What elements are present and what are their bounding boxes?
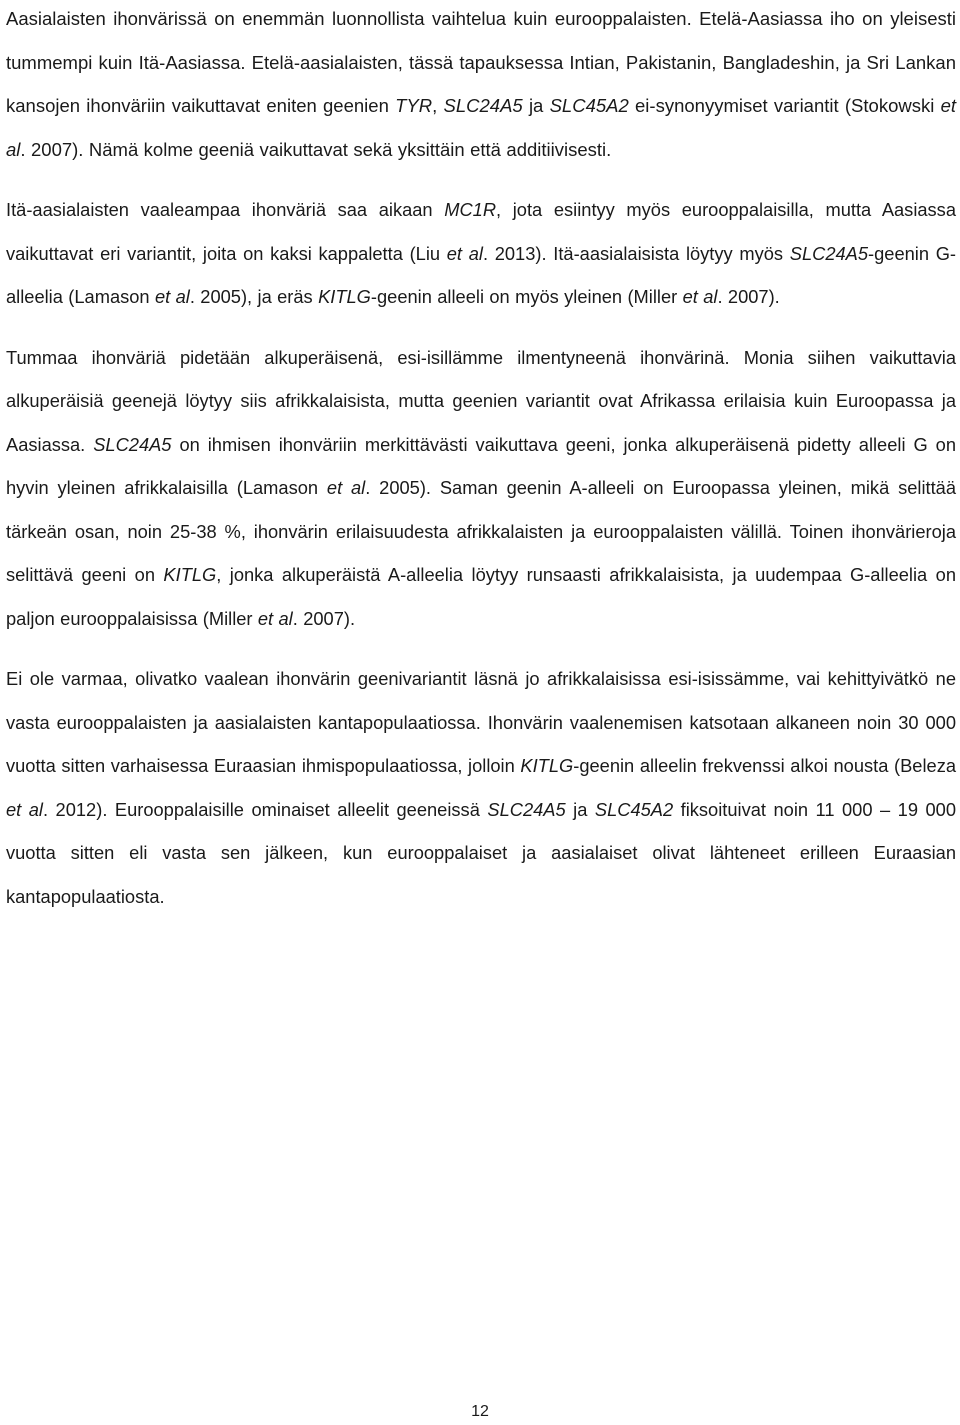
text-run: , xyxy=(432,95,444,117)
italic-term: et al xyxy=(326,477,366,499)
paragraph-light-skin-origin xyxy=(6,657,956,918)
text-run: , jonka alkuperäistä A-alleelia löytyy runsaasti afrikkalaisista, ja uudempaa G-alleelia on paljon eurooppalaisissa (Miller xyxy=(6,564,956,629)
text-run: -geenin alleelin frekvenssi alkoi nousta (Beleza xyxy=(573,755,957,777)
text-run: Itä-aasialaisten vaaleampaa ihonväriä saa aikaan xyxy=(6,199,445,221)
text-run: . 2007). xyxy=(717,286,780,308)
text-run: , jota esiintyy myös eurooppalaisilla, mutta Aasiassa vaikuttavat eri variantit, joita on kaksi kappaletta (Liu xyxy=(6,199,956,264)
italic-term: KITLG xyxy=(163,564,217,586)
page-number: 12 xyxy=(471,1403,489,1420)
italic-term: MC1R xyxy=(444,199,497,221)
text-run: Aasialaisten ihonvärissä on enemmän luonnollista vaihtelua kuin eurooppalaisten. Etelä-Aasiassa iho on yleisesti tummempi kuin Itä-Aasiassa. Etelä-aasialaisten, tässä tapauksessa Intian, Pakistanin, Bangladeshin, ja Sri Lankan kansojen ihonväriin vaikuttavat eniten geenien xyxy=(6,8,956,117)
text-run: fiksoituivat noin 11 000 – 19 000 vuotta sitten eli vasta sen jälkeen, kun eurooppalaiset ja aasialaiset olivat lähteneet erilleen Euraasian kantapopulaatiosta. xyxy=(6,798,957,907)
italic-term: et al xyxy=(446,242,483,264)
paragraph-asian-skin-variation xyxy=(6,0,956,171)
italic-term: SLC24A5 xyxy=(487,798,566,820)
italic-term: et al xyxy=(154,286,190,308)
text-run: . 2012). Eurooppalaisille ominaiset alleelit geeneissä xyxy=(42,798,488,820)
text-run: Ei ole varmaa, olivatko vaalean ihonvärin geenivariantit läsnä jo afrikkalaisissa esi-isissämme, vai kehittyivätkö ne vasta eurooppalaisten ja aasialaisten kantapopulaatiossa. Ihonvärin vaalenemisen katsotaan alkaneen noin 30 000 vuotta sitten varhaisessa Euraasian ihmispopulaatiossa, jolloin xyxy=(6,668,956,777)
text-run: on ihmisen ihonväriin merkittävästi vaikuttava geeni, jonka alkuperäisenä pidetty alleeli G on hyvin yleinen afrikkalaisilla (Lamason xyxy=(6,433,956,499)
italic-term: et al xyxy=(682,286,718,308)
text-run: . 2007). xyxy=(292,607,356,629)
paragraph-east-asian-variants xyxy=(6,188,956,319)
italic-term: et al xyxy=(6,798,43,820)
italic-term: SLC24A5 xyxy=(789,242,869,264)
italic-term: TYR xyxy=(395,95,433,117)
text-run: . 2005). Saman geenin A-alleeli on Euroopassa yleinen, mikä selittää tärkeän osan, noin 25-38 %, ihonvärin erilaisuudesta afrikkalaisten ja eurooppalaisten välillä. Toinen ihonvärieroja selittävä geeni on xyxy=(6,477,957,586)
italic-term: KITLG xyxy=(520,755,574,777)
italic-term: KITLG xyxy=(318,286,371,308)
text-run: . 2005), ja eräs xyxy=(189,286,319,308)
italic-term: SLC45A2 xyxy=(549,95,629,117)
paragraph-african-ancestral-genes xyxy=(6,336,956,641)
italic-term: SLC45A2 xyxy=(594,798,674,820)
text-run: ja xyxy=(522,95,550,117)
italic-term: et al xyxy=(257,607,293,629)
text-run: Tummaa ihonväriä pidetään alkuperäisenä, esi-isillämme ilmentyneenä ihonvärinä. Monia siihen vaikuttavia alkuperäisiä geenejä löytyy siis afrikkalaisista, mutta geenien variantit ovat Afrikassa erilaisia kuin Euroopassa ja Aasiassa. xyxy=(6,346,956,455)
text-run: . 2007). Nämä kolme geeniä vaikuttavat sekä yksittäin että additiivisesti. xyxy=(20,138,612,160)
document-page xyxy=(6,0,956,918)
text-run: . 2013). Itä-aasialaisista löytyy myös xyxy=(482,242,790,264)
text-run: -geenin G-alleelia (Lamason xyxy=(6,242,957,308)
italic-term: SLC24A5 xyxy=(93,433,172,455)
text-run: ja xyxy=(565,798,595,820)
text-run: ei-synonyymiset variantit (Stokowski xyxy=(628,95,941,117)
italic-term: et al xyxy=(6,95,957,160)
italic-term: SLC24A5 xyxy=(443,95,523,117)
text-run: -geenin alleeli on myös yleinen (Miller xyxy=(370,286,683,308)
